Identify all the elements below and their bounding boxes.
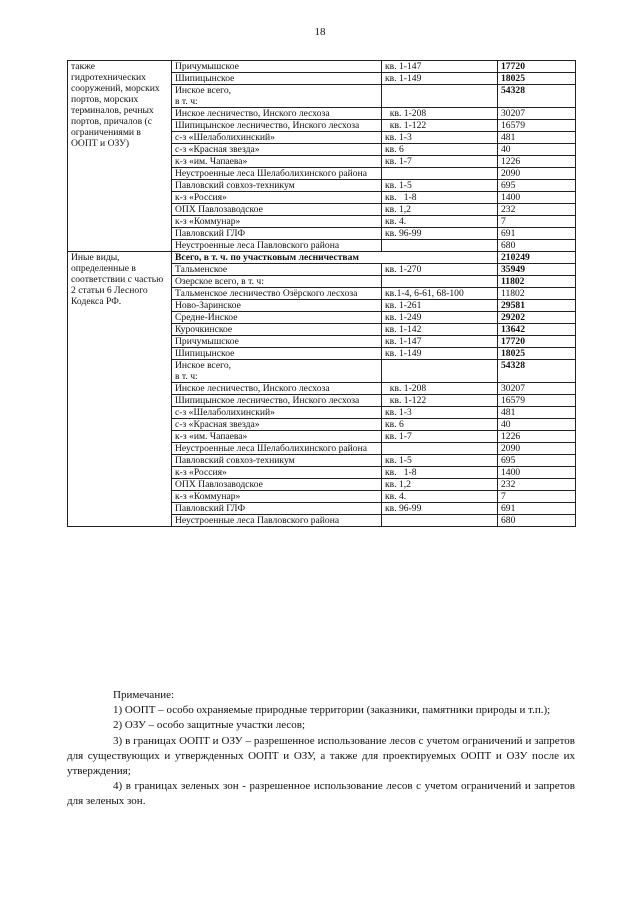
forestry-name-cell: к-з «Коммунар»: [172, 491, 382, 503]
area-cell: 13642: [498, 324, 576, 336]
quarter-cell: [382, 85, 498, 108]
forestry-name-cell: Тальменское: [172, 264, 382, 276]
quarter-cell: кв. 1-5: [382, 455, 498, 467]
forestry-name-cell: Павловский совхоз-техникум: [172, 180, 382, 192]
area-cell: 1400: [498, 192, 576, 204]
area-cell: 11802: [498, 276, 576, 288]
quarter-cell: кв. 1-149: [382, 73, 498, 85]
note-item: 1) ООПТ – особо охраняемые природные территории (заказники, памятники природы и т.п.);: [113, 704, 551, 717]
forestry-name-cell: с-з «Шелаболихинский»: [172, 132, 382, 144]
forestry-name-cell: Шипицынское лесничество, Инского лесхоза: [172, 120, 382, 132]
forestry-name-cell: Причумышское: [172, 61, 382, 73]
quarter-cell: [382, 240, 498, 252]
area-cell: 40: [498, 419, 576, 431]
forestry-name-cell: с-з «Красная звезда»: [172, 144, 382, 156]
forestry-name-cell: Шипицынское: [172, 73, 382, 85]
forestry-name-cell: к-з «им. Чапаева»: [172, 156, 382, 168]
area-cell: 481: [498, 132, 576, 144]
forestry-name-cell: к-з «Россия»: [172, 467, 382, 479]
area-cell: 481: [498, 407, 576, 419]
quarter-cell: кв. 1,2: [382, 204, 498, 216]
area-cell: 29581: [498, 300, 576, 312]
note-item: 2) ОЗУ – особо защитные участки лесов;: [113, 719, 306, 732]
quarter-cell: [382, 276, 498, 288]
quarter-cell: кв. 4.: [382, 216, 498, 228]
quarter-cell: кв. 1-208: [382, 383, 498, 395]
area-cell: 232: [498, 479, 576, 491]
quarter-cell: кв. 1-147: [382, 336, 498, 348]
note-item: 4) в границах зеленых зон - разрешенное использование лесов с учетом ограничений и запретов для зеленых зон.: [67, 780, 575, 808]
quarter-cell: кв. 1,2: [382, 479, 498, 491]
quarter-cell: кв. 1-270: [382, 264, 498, 276]
quarter-cell: кв.1-4, 6-61, 68-100: [382, 288, 498, 300]
forestry-name-cell: Инское лесничество, Инского лесхоза: [172, 108, 382, 120]
forestry-name-cell: Всего, в т. ч. по участковым лесничествам: [172, 252, 498, 264]
area-cell: 691: [498, 503, 576, 515]
area-cell: 695: [498, 180, 576, 192]
area-cell: 691: [498, 228, 576, 240]
quarter-cell: кв. 1-7: [382, 156, 498, 168]
area-cell: 7: [498, 216, 576, 228]
forestry-name-cell: Причумышское: [172, 336, 382, 348]
quarter-cell: кв. 1-122: [382, 395, 498, 407]
quarter-cell: кв. 1-3: [382, 132, 498, 144]
area-cell: 7: [498, 491, 576, 503]
table-row: [68, 61, 576, 73]
area-cell: 1226: [498, 156, 576, 168]
quarter-cell: кв. 96-99: [382, 503, 498, 515]
area-cell: 54328: [498, 85, 576, 108]
area-cell: 18025: [498, 348, 576, 360]
notes-heading: Примечание:: [113, 689, 175, 701]
quarter-cell: кв. 1-8: [382, 192, 498, 204]
area-cell: 29202: [498, 312, 576, 324]
quarter-cell: кв. 1-122: [382, 120, 498, 132]
quarter-cell: кв. 1-249: [382, 312, 498, 324]
area-cell: 1400: [498, 467, 576, 479]
forest-use-table: [67, 60, 576, 527]
category-cell: также гидротехнических сооружений, морских портов, морских терминалов, речных портов, причалов (с ограничениями в ООПТ и ОЗУ): [68, 61, 172, 252]
forestry-name-cell: ОПХ Павлозаводское: [172, 204, 382, 216]
forestry-name-cell: Павловский ГЛФ: [172, 228, 382, 240]
area-cell: 17720: [498, 336, 576, 348]
area-cell: 210249: [498, 252, 576, 264]
area-cell: 680: [498, 515, 576, 527]
area-cell: 30207: [498, 383, 576, 395]
forestry-name-cell: Тальменское лесничество Озёрского лесхоза: [172, 288, 382, 300]
forestry-name-cell: Инское всего, в т. ч:: [172, 85, 382, 108]
area-cell: 35949: [498, 264, 576, 276]
forestry-name-cell: Средне-Инское: [172, 312, 382, 324]
forestry-name-cell: Шипицынское лесничество, Инского лесхоза: [172, 395, 382, 407]
quarter-cell: кв. 1-147: [382, 61, 498, 73]
quarter-cell: кв. 1-142: [382, 324, 498, 336]
area-cell: 40: [498, 144, 576, 156]
forestry-name-cell: Инское всего, в т. ч:: [172, 360, 382, 383]
area-cell: 1226: [498, 431, 576, 443]
forestry-name-cell: Инское лесничество, Инского лесхоза: [172, 383, 382, 395]
category-cell: Иные виды, определенные в соответствии с частью 2 статьи 6 Лесного Кодекса РФ.: [68, 252, 172, 527]
forestry-name-cell: Неустроенные леса Павловского района: [172, 515, 382, 527]
notes-section: [67, 688, 575, 810]
quarter-cell: [382, 443, 498, 455]
quarter-cell: кв. 6: [382, 419, 498, 431]
area-cell: 695: [498, 455, 576, 467]
forestry-name-cell: Павловский ГЛФ: [172, 503, 382, 515]
forestry-name-cell: к-з «им. Чапаева»: [172, 431, 382, 443]
forestry-name-cell: с-з «Красная звезда»: [172, 419, 382, 431]
forestry-name-cell: к-з «Россия»: [172, 192, 382, 204]
quarter-cell: [382, 360, 498, 383]
forestry-name-cell: Неустроенные леса Павловского района: [172, 240, 382, 252]
quarter-cell: [382, 515, 498, 527]
quarter-cell: кв. 1-261: [382, 300, 498, 312]
quarter-cell: [382, 168, 498, 180]
forestry-name-cell: Ново-Заринское: [172, 300, 382, 312]
page-number: 18: [314, 26, 326, 38]
area-cell: 30207: [498, 108, 576, 120]
quarter-cell: кв. 1-3: [382, 407, 498, 419]
area-cell: 232: [498, 204, 576, 216]
quarter-cell: кв. 1-8: [382, 467, 498, 479]
forestry-name-cell: Неустроенные леса Шелаболихинского района: [172, 168, 382, 180]
table-row: [68, 252, 576, 264]
area-cell: 2090: [498, 168, 576, 180]
quarter-cell: кв. 4.: [382, 491, 498, 503]
area-cell: 18025: [498, 73, 576, 85]
area-cell: 2090: [498, 443, 576, 455]
forestry-name-cell: Курочкинское: [172, 324, 382, 336]
area-cell: 54328: [498, 360, 576, 383]
quarter-cell: кв. 96-99: [382, 228, 498, 240]
area-cell: 11802: [498, 288, 576, 300]
forestry-name-cell: Озерское всего, в т. ч:: [172, 276, 382, 288]
forestry-name-cell: Шипицынское: [172, 348, 382, 360]
forestry-name-cell: к-з «Коммунар»: [172, 216, 382, 228]
quarter-cell: кв. 1-5: [382, 180, 498, 192]
forestry-name-cell: ОПХ Павлозаводское: [172, 479, 382, 491]
note-item: 3) в границах ООПТ и ОЗУ – разрешенное использование лесов с учетом ограничений и запретов для существующих и утвержденных ООПТ и ОЗУ, а также для проектируемых ООПТ и ОЗУ после их утверждения;: [67, 734, 575, 778]
area-cell: 680: [498, 240, 576, 252]
quarter-cell: кв. 1-149: [382, 348, 498, 360]
area-cell: 17720: [498, 61, 576, 73]
quarter-cell: кв. 6: [382, 144, 498, 156]
quarter-cell: кв. 1-208: [382, 108, 498, 120]
forestry-name-cell: Неустроенные леса Шелаболихинского района: [172, 443, 382, 455]
quarter-cell: кв. 1-7: [382, 431, 498, 443]
forestry-name-cell: Павловский совхоз-техникум: [172, 455, 382, 467]
area-cell: 16579: [498, 395, 576, 407]
forestry-name-cell: с-з «Шелаболихинский»: [172, 407, 382, 419]
area-cell: 16579: [498, 120, 576, 132]
